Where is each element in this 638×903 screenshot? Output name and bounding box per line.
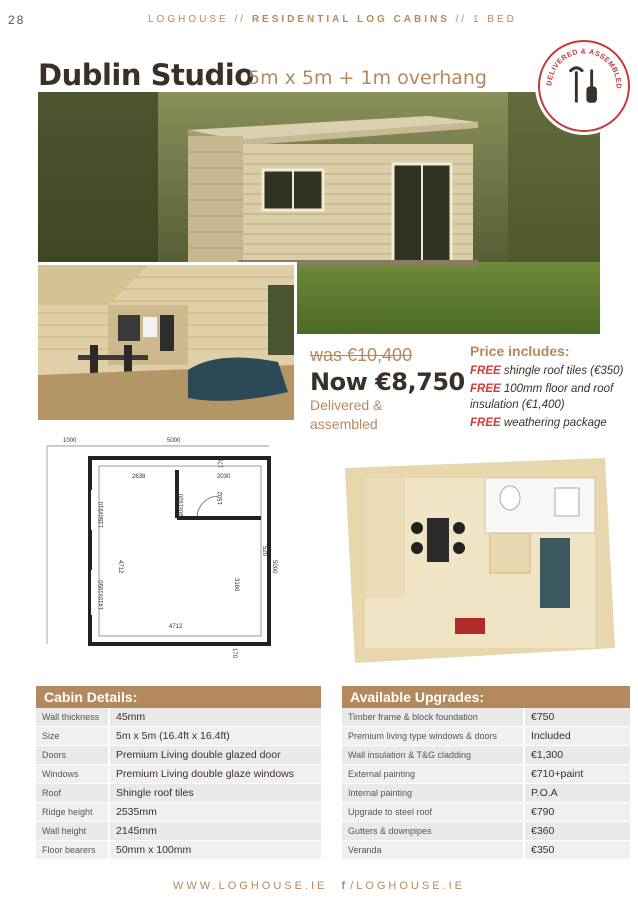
fp-label-2030: 2030 — [217, 474, 231, 480]
table-row: Premium living type windows & doors Included — [342, 727, 630, 746]
facebook-icon[interactable]: f — [341, 880, 349, 892]
fp-label-5000-v: 5000 — [271, 560, 277, 574]
table-row: Wall height 2145mm — [36, 822, 321, 841]
cabin-details-table — [36, 686, 321, 860]
price-includes — [470, 343, 630, 433]
page-subtitle: 5m x 5m + 1m overhang — [248, 67, 487, 89]
page-number: 28 — [8, 13, 26, 27]
fp-label-170-b: 170 — [231, 648, 237, 659]
footer-website-link[interactable]: WWW.LOGHOUSE.IE — [173, 880, 328, 892]
upgrades-title: Available Upgrades: — [342, 686, 630, 708]
wrench-screwdriver-icon — [571, 68, 596, 101]
was-price: was €10,400 — [310, 345, 413, 365]
table-row: External painting €710+paint — [342, 765, 630, 784]
table-row: Ridge height 2535mm — [36, 803, 321, 822]
fp-label-1000: 1000 — [63, 438, 77, 444]
fp-label-4712: 4712 — [169, 624, 183, 630]
header-category: RESIDENTIAL LOG CABINS — [251, 14, 450, 25]
table-row: Internal painting P.O.A — [342, 784, 630, 803]
table-row: Veranda €350 — [342, 841, 630, 860]
header-brand: LOGHOUSE — [148, 14, 229, 25]
table-row: Windows Premium Living double glaze windows — [36, 765, 321, 784]
footer — [0, 880, 638, 892]
fp-label-520: 520 — [261, 546, 267, 557]
table-row: Gutters & downpipes €360 — [342, 822, 630, 841]
delivered-assembled-text: Delivered & assembled — [310, 397, 383, 432]
fp-label-3160: 3160 — [233, 578, 239, 592]
table-row: Wall insulation & T&G cladding €1,300 — [342, 746, 630, 765]
fp-label-170: 170 — [219, 457, 225, 468]
header-sep-1: // — [234, 14, 247, 25]
table-row: Roof Shingle roof tiles — [36, 784, 321, 803]
fp-label-2638: 2638 — [132, 474, 146, 480]
fp-label-4712-v: 4712 — [117, 560, 123, 574]
upgrades-rows — [342, 708, 630, 860]
table-row: Upgrade to steel roof €790 — [342, 803, 630, 822]
floor-plan-diagram — [37, 430, 282, 660]
price-include-item: FREE shingle roof tiles (€350) — [470, 365, 624, 377]
delivered-assembled-badge — [538, 40, 630, 132]
fp-label-1410x1950: 1410x1950 — [99, 580, 105, 610]
table-row: Floor bearers 50mm x 100mm — [36, 841, 321, 860]
table-row: Doors Premium Living double glazed door — [36, 746, 321, 765]
page-title: Dublin Studio — [38, 58, 254, 92]
footer-social-link[interactable]: /LOGHOUSE.IE — [350, 880, 465, 892]
svg-text:DELIVERED & ASSEMBLED — [545, 47, 622, 89]
fp-label-1350x910: 1350x910 — [99, 501, 105, 528]
price-include-item: FREE weathering package — [470, 417, 607, 429]
header-sep-2: // — [455, 14, 468, 25]
upgrades-table — [342, 686, 630, 860]
cabin-interior-photo — [35, 262, 297, 423]
badge-text: DELIVERED & ASSEMBLED — [545, 47, 623, 90]
price-include-item: FREE 100mm floor and roof insulation (€1,400) — [470, 383, 614, 411]
price-includes-title: Price includes: — [470, 343, 570, 359]
header-breadcrumb — [148, 14, 517, 25]
table-row: Timber frame & block foundation €750 — [342, 708, 630, 727]
fp-label-1502: 1502 — [218, 491, 224, 505]
table-row: Wall thickness 45mm — [36, 708, 321, 727]
now-price: Now €8,750 — [310, 368, 465, 396]
header-beds: 1 BED — [472, 14, 517, 25]
table-row: Size 5m x 5m (16.4ft x 16.4ft) — [36, 727, 321, 746]
fp-label-790x1920: 790x1920 — [179, 493, 185, 520]
floor-plan-render — [335, 448, 625, 670]
fp-label-5000: 5000 — [167, 438, 181, 444]
cabin-details-rows — [36, 708, 321, 860]
cabin-details-title: Cabin Details: — [36, 686, 321, 708]
